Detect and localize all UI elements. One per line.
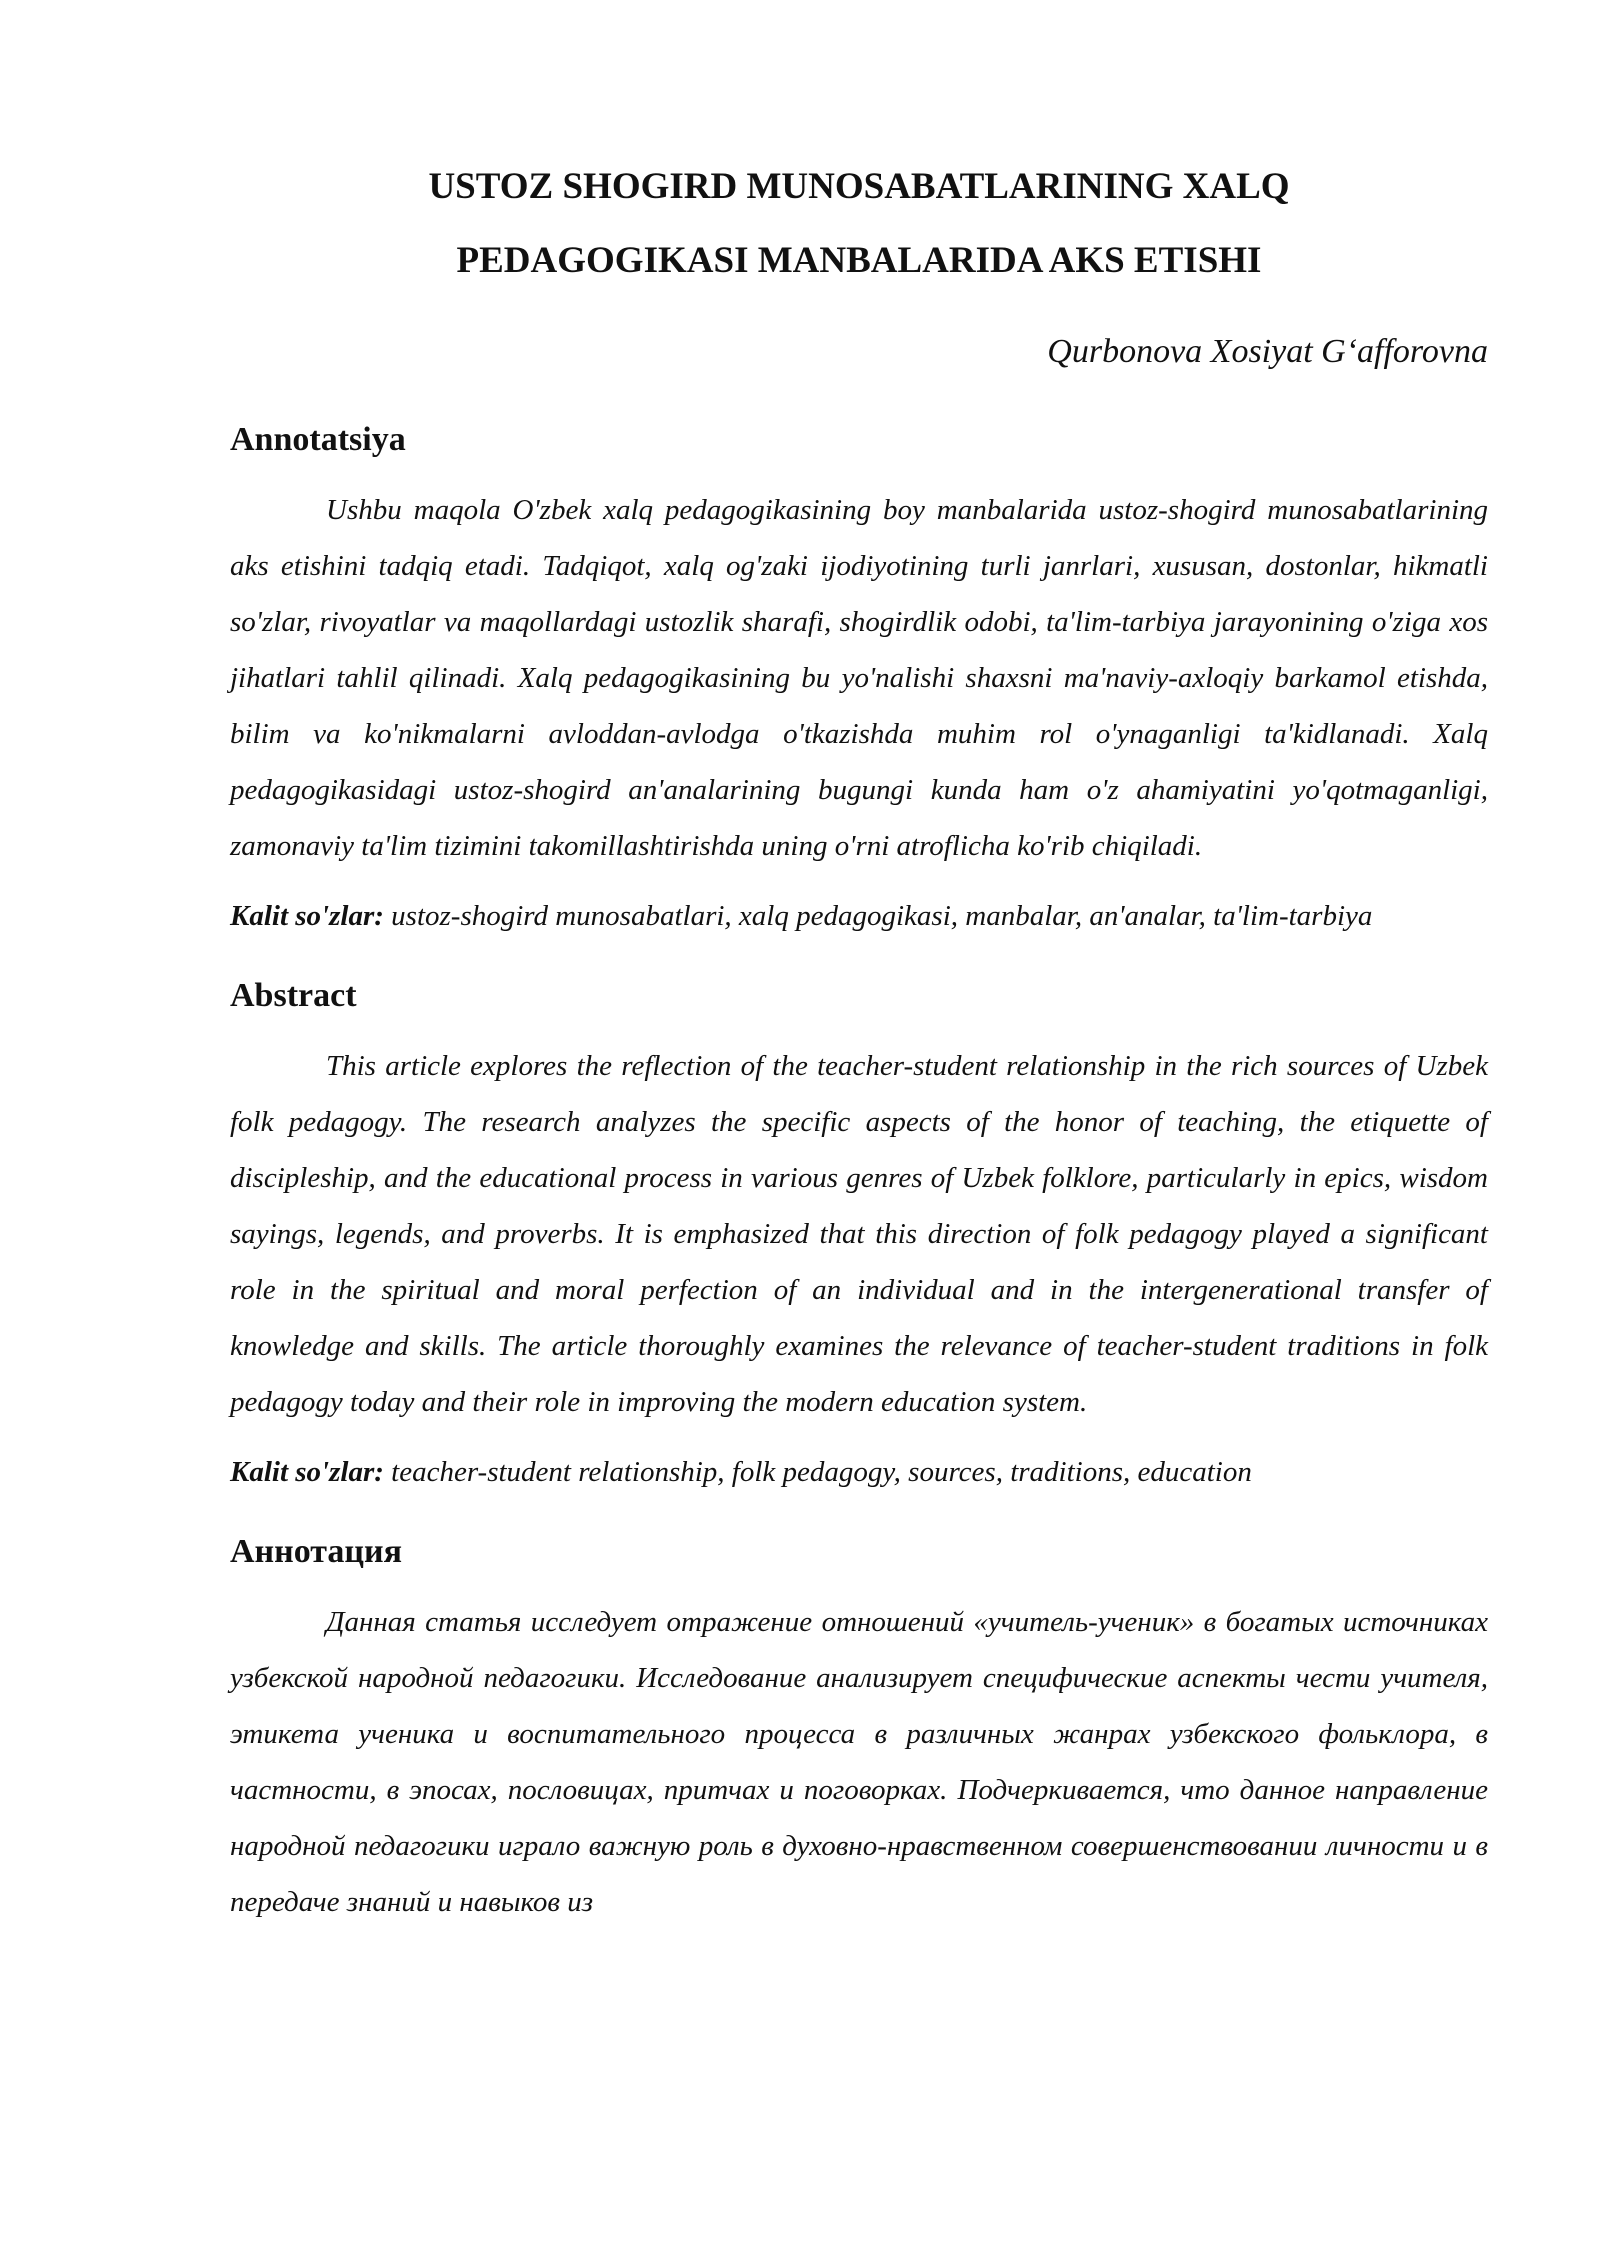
keywords-list: teacher-student relationship, folk pedagogy, sources, traditions, education (383, 1456, 1252, 1488)
abstract-heading: Abstract (230, 977, 357, 1014)
annotatsiya-text: Ushbu maqola O'zbek xalq pedagogikasining boy manbalarida ustoz-shogird munosabatlarining aks etishini tadqiq etadi. Tadqiqot, xalq og'zaki ijodiyotining turli janrlari, xususan, dostonlar, hikmatli so'zlar, rivoyatlar va maqollardagi ustozlik sharafi, shogirdlik odobi, ta'lim-tarbiya jarayonining o'ziga xos jihatlari tahlil qilinadi. Xalq pedagogikasining bu yo'nalishi shaxsni ma'naviy-axloqiy barkamol etishda, bilim va ko'nikmalarni avloddan-avlodga o'tkazishda muhim rol o'ynaganligi ta'kidlanadi. Xalq pedagogikasidagi ustoz-shogird an'analarining bugungi kunda ham o'z ahamiyatini yo'qotmaganligi, zamonaviy ta'lim tizimini takomillashtirishda uning o'rni atroflicha ko'rib chiqiladi. (230, 494, 1488, 862)
title-line-1: USTOZ SHOGIRD MUNOSABATLARINING XALQ (428, 166, 1290, 207)
document-page (230, 150, 1488, 1930)
annotatsiya-ru-text: Данная статья исследует отражение отношений «учитель-ученик» в богатых источниках узбекской народной педагогики. Исследование анализирует специфические аспекты чести учителя, этикета ученика и воспитательного процесса в различных жанрах узбекского фольклора, в частности, в эпосах, пословицах, притчах и поговорках. Подчеркивается, что данное направление народной педагогики играло важную роль в духовно-нравственном совершенствовании личности и в передаче знаний и навыков из (230, 1606, 1488, 1918)
keywords-label: Kalit so'zlar: (230, 900, 384, 932)
annotatsiya-heading: Annotatsiya (230, 421, 406, 458)
author-name: Qurbonova Xosiyat G‘afforovna (1047, 333, 1488, 370)
title-line-2: PEDAGOGIKASI MANBALARIDA AKS ETISHI (456, 240, 1262, 281)
annotatsiya-keywords (230, 888, 1488, 944)
abstract-keywords (230, 1444, 1488, 1500)
article-title (230, 150, 1488, 298)
keywords-list: ustoz-shogird munosabatlari, xalq pedagogikasi, manbalar, an'analar, ta'lim-tarbiya (383, 900, 1373, 932)
abstract-text: This article explores the reflection of the teacher-student relationship in the rich sources of Uzbek folk pedagogy. The research analyzes the specific aspects of the honor of teaching, the etiquette of discipleship, and the educational process in various genres of Uzbek folklore, particularly in epics, wisdom sayings, legends, and proverbs. It is emphasized that this direction of folk pedagogy played a significant role in the spiritual and moral perfection of an individual and in the intergenerational transfer of knowledge and skills. The article thoroughly examines the relevance of teacher-student traditions in folk pedagogy today and their role in improving the modern education system. (230, 1050, 1488, 1418)
keywords-label: Kalit so'zlar: (230, 1456, 384, 1488)
annotatsiya-ru-heading: Аннотация (230, 1533, 402, 1570)
